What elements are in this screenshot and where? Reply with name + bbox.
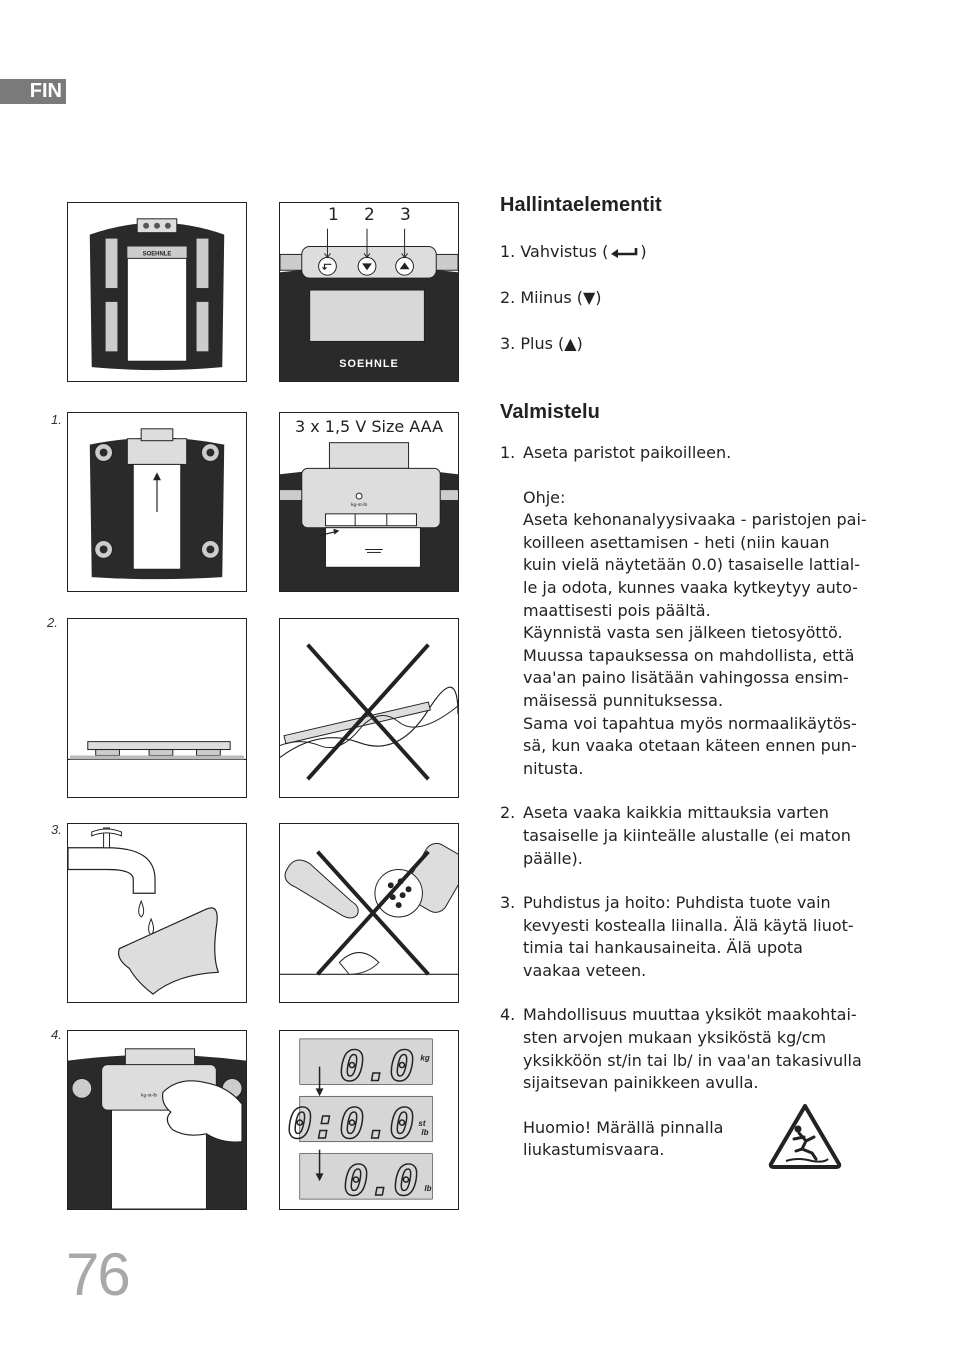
lcd-value-kg: 0.0 [339,1041,415,1091]
prep-step-1 [500,442,870,780]
slip-warning [523,1117,870,1162]
prep-note-line: mäisessä punnituksessa. [523,690,724,710]
lcd-value-st: 0.0 [339,1098,415,1148]
step-label-2: 2. [47,615,58,630]
prep-note-line: maattisesti pois päältä. [523,600,711,620]
lcd-unit-st: st [418,1118,426,1128]
prep-note-line: Käynnistä vasta sen jälkeen tietosyöttö. [523,623,843,643]
lcd-units-illustration [280,1031,458,1209]
scale-back-panel [67,412,247,592]
prep-note-title: Ohje: [523,487,566,507]
control-item-confirm-label: 1. Vahvistus ( [500,242,609,261]
flat-floor-illustration [68,619,246,797]
lcd-unit-kg: kg [420,1053,430,1063]
prep-note-line: Muussa tapauksessa on mahdollista, että [523,645,855,665]
flat-floor-panel [67,618,247,798]
control-buttons-illustration [280,203,458,381]
prep-step-1-num: 1. [500,443,516,462]
carpet-forbidden-illustration [280,619,458,797]
prep-step-3 [500,892,870,982]
carpet-forbidden-panel [279,618,459,798]
prep-note-line: koilleen asettamisen - heti (niin kauan [523,532,830,552]
unit-switch-label: kg-st-lb [351,502,368,508]
preparation-heading: Valmistelu [500,401,600,423]
warning-line: liukastumisvaara. [523,1140,665,1160]
prep-step-2 [500,802,870,870]
slippery-floor-warning-icon [768,1103,842,1169]
no-immersion-panel [279,823,459,1003]
prep-note-line: Sama voi tapahtua myös normaalikäytös- [523,713,857,733]
prep-step-3-line: timia tai hankausaineita. Älä upota [523,938,803,958]
control-buttons-panel [279,202,459,382]
prep-step-4-num: 4. [500,1005,516,1025]
prep-note-line: Aseta kehonanalyysivaaka - paristojen pai- [523,510,867,530]
scale-back-illustration [68,413,246,591]
scale-top-view-panel [67,202,247,382]
control-item-confirm-close: ) [640,242,647,261]
prep-step-2-num: 2. [500,803,516,823]
language-tab: FIN [0,79,66,104]
button-number-1: 1 [328,205,339,225]
step-label-4: 4. [51,1027,62,1042]
prep-step-4-line: sijaitsevan painikkeen avulla. [523,1073,759,1093]
damp-cloth-panel [67,823,247,1003]
damp-cloth-illustration [68,824,246,1002]
prep-step-3-line: Puhdistus ja hoito: Puhdista tuote vain [523,893,831,913]
unit-switch-label-2: kg-st-lb [140,1093,158,1099]
prep-note-line: nitusta. [523,758,584,778]
control-item-plus: 3. Plus (▲) [500,334,583,353]
prep-note-line: vaa'an paino lisätään vahingossa ensim- [523,668,849,688]
prep-step-2-line: tasaiselle ja kiinteälle alustalle (ei maton [523,825,851,845]
control-item-minus: 2. Miinus (▼) [500,288,602,307]
battery-compartment-panel [279,412,459,592]
unit-switch-illustration [68,1031,246,1209]
warning-line: Huomio! Märällä pinnalla [523,1117,724,1137]
lcd-value-stone: 0: [287,1098,338,1148]
unit-switch-panel [67,1030,247,1210]
prep-note-line: sä, kun vaaka otetaan käteen ennen pun- [523,736,857,756]
brand-label: SOEHNLE [339,358,399,371]
prep-step-4-line: yksikköön st/in tai lb/ in vaa'an takasivulla [523,1050,862,1070]
prep-note-line: le ja odota, kunnes vaaka kytkeytyy auto- [523,577,858,597]
scale-top-view-illustration [68,203,246,381]
lcd-unit-lb-sub: lb [421,1127,429,1137]
lcd-unit-lb: lb [424,1184,432,1194]
prep-step-4-line: Mahdollisuus muuttaa yksiköt maakohtai- [523,1005,857,1025]
preparation-list [500,442,870,1162]
lcd-value-lb: 0.0 [343,1156,419,1206]
brand-label-small: SOEHNLE [142,251,172,258]
button-number-3: 3 [400,205,411,225]
prep-step-4-line: sten arvojen mukaan yksiköstä kg/cm [523,1028,827,1048]
prep-step-1-text: Aseta paristot paikoilleen. [523,443,732,462]
prep-step-4 [500,1004,870,1162]
button-number-2: 2 [364,205,375,225]
controls-list [500,241,870,355]
prep-step-3-line: kevyesti kostealla liinalla. Älä käytä liuot- [523,915,854,935]
prep-step-2-line: päälle). [523,848,583,868]
step-label-1: 1. [51,412,62,427]
no-cleaner-illustration [280,824,458,1002]
controls-heading: Hallintaelementit [500,194,662,216]
prep-step-3-num: 3. [500,893,516,913]
step-label-3: 3. [51,822,62,837]
instructions-column [500,194,870,1184]
enter-arrow-icon [609,247,639,259]
prep-note-line: kuin vielä näytetään 0.0) tasaiselle lattial- [523,555,861,575]
prep-step-2-line: Aseta vaaka kaikkia mittauksia varten [523,803,829,823]
battery-compartment-illustration [280,413,458,591]
lcd-units-panel [279,1030,459,1210]
battery-label: 3 x 1,5 V Size AAA [294,417,444,436]
page-number: 76 [66,1241,129,1308]
control-item-confirm [500,241,870,263]
prep-step-3-line: vaakaa veteen. [523,960,647,980]
